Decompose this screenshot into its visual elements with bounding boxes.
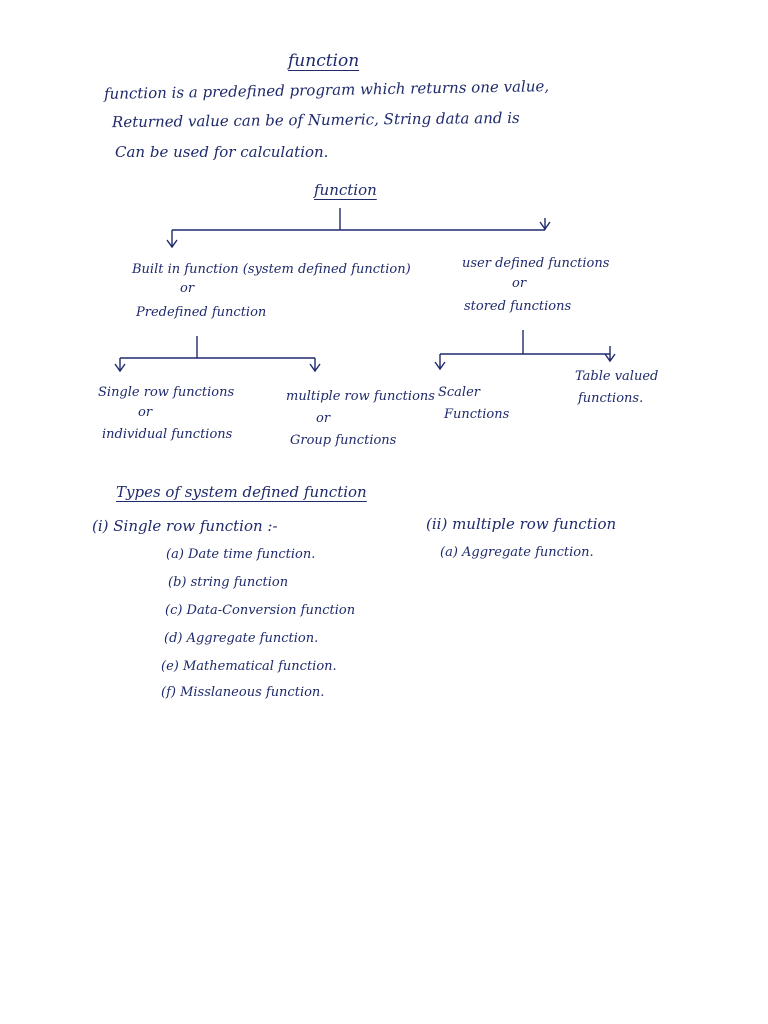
single-row-type-item: (f) Misslaneous function. xyxy=(161,685,325,700)
table-valued-line-1: Table valued xyxy=(575,369,659,384)
userdefined-or: or xyxy=(512,276,527,291)
builtin-line-1: Built in function (system defined function) xyxy=(132,262,411,277)
single-row-line-2: individual functions xyxy=(102,427,233,442)
scaler-line-1: Scaler xyxy=(438,385,481,400)
single-row-line-1: Single row functions xyxy=(98,385,235,400)
single-row-type-item: (a) Date time function. xyxy=(166,547,316,562)
userdefined-line-2: stored functions xyxy=(464,299,572,314)
multiple-row-line-1: multiple row functions xyxy=(286,389,435,404)
intro-line-1: function is a predefined program which returns one value, xyxy=(103,77,550,103)
builtin-or: or xyxy=(180,281,195,296)
multiple-row-line-2: Group functions xyxy=(290,433,397,448)
intro-line-3: Can be used for calculation. xyxy=(115,143,329,161)
single-row-type-item: (b) string function xyxy=(168,575,289,590)
types-heading: Types of system defined function xyxy=(116,483,367,501)
multiple-row-types-label: (ii) multiple row function xyxy=(426,515,617,533)
table-valued-line-2: functions. xyxy=(578,391,644,406)
page-title: function xyxy=(288,51,360,71)
single-row-or: or xyxy=(138,405,153,420)
scaler-line-2: Functions xyxy=(444,407,510,422)
single-row-types-label: (i) Single row function :- xyxy=(92,517,278,535)
single-row-type-item: (c) Data-Conversion function xyxy=(165,603,356,618)
single-row-type-item: (e) Mathematical function. xyxy=(161,659,337,674)
intro-line-2: Returned value can be of Numeric, String data and is xyxy=(111,108,520,132)
single-row-type-item: (d) Aggregate function. xyxy=(164,631,319,646)
userdefined-line-1: user defined functions xyxy=(462,256,610,271)
multiple-row-type-item: (a) Aggregate function. xyxy=(440,545,594,560)
builtin-line-2: Predefined function xyxy=(136,305,267,320)
multiple-row-or: or xyxy=(316,411,331,426)
tree-root: function xyxy=(314,181,377,199)
